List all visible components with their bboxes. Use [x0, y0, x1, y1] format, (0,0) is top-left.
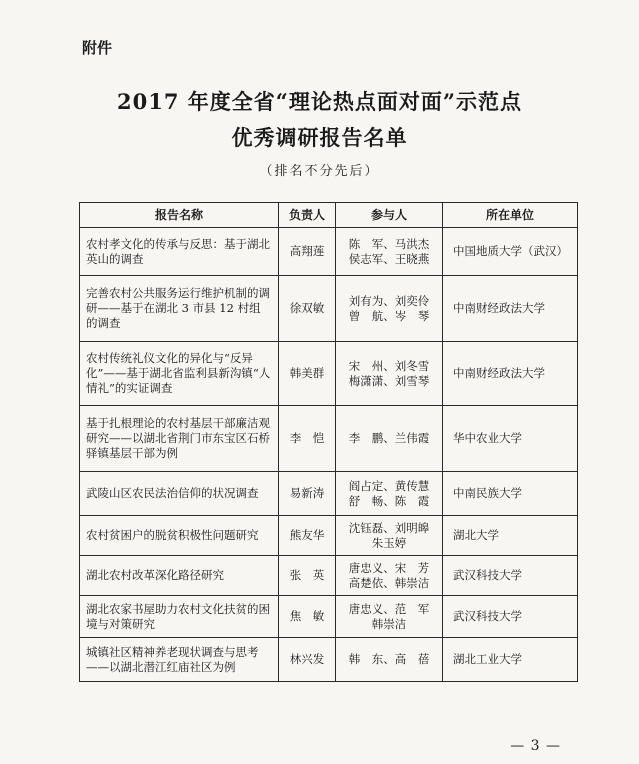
report-unit: 中国地质大学（武汉） — [443, 228, 578, 276]
report-title: 湖北农家书屋助力农村文化扶贫的困境与对策研究 — [80, 596, 279, 638]
table-row — [80, 472, 578, 516]
report-participants: 沈钰磊、刘明皞 朱玉婷 — [336, 516, 443, 556]
report-participants: 韩 东、高 蓓 — [336, 638, 443, 682]
report-participants: 唐忠义、宋 芳 高楚依、韩崇洁 — [336, 556, 443, 596]
header-report-title: 报告名称 — [80, 203, 279, 228]
report-lead: 李 恺 — [279, 406, 336, 472]
table-row — [80, 516, 578, 556]
report-unit: 湖北工业大学 — [443, 638, 578, 682]
table-row — [80, 638, 578, 682]
table-row — [80, 342, 578, 406]
table-row — [80, 596, 578, 638]
report-title: 农村孝文化的传承与反思：基于湖北英山的调查 — [80, 228, 279, 276]
table-row — [80, 406, 578, 472]
page-number: — 3 — — [510, 738, 561, 754]
document-title: 2017 年度全省“理论热点面对面”示范点 — [117, 89, 522, 114]
report-lead: 张 英 — [279, 556, 336, 596]
header-participants: 参与人 — [336, 203, 443, 228]
document-title-line2: 优秀调研报告名单 — [231, 125, 408, 150]
table-row — [80, 556, 578, 596]
report-lead: 韩美群 — [279, 342, 336, 406]
report-lead: 焦 敏 — [279, 596, 336, 638]
report-lead: 易新涛 — [279, 472, 336, 516]
report-unit: 武汉科技大学 — [443, 556, 578, 596]
report-participants: 李 鹏、兰伟霞 — [336, 406, 443, 472]
report-lead: 徐双敏 — [279, 276, 336, 342]
report-title: 农村传统礼仪文化的异化与“反异化”——基于湖北省监利县新沟镇“人情礼”的实证调查 — [80, 342, 279, 406]
report-unit: 湖北大学 — [443, 516, 578, 556]
report-title: 基于扎根理论的农村基层干部廉洁观研究——以湖北省荆门市东宝区石桥驿镇基层干部为例 — [80, 406, 279, 472]
report-title: 城镇社区精神养老现状调查与思考——以湖北潜江红庙社区为例 — [80, 638, 279, 682]
report-title: 完善农村公共服务运行维护机制的调研——基于在湖北 3 市县 12 村组的调查 — [80, 276, 279, 342]
report-unit: 中南民族大学 — [443, 472, 578, 516]
report-title: 农村贫困户的脱贫积极性问题研究 — [80, 516, 279, 556]
report-lead: 熊友华 — [279, 516, 336, 556]
report-unit: 中南财经政法大学 — [443, 276, 578, 342]
report-unit: 华中农业大学 — [443, 406, 578, 472]
report-list-table — [79, 202, 578, 682]
attachment-label: 附件 — [82, 39, 113, 57]
report-participants: 刘有为、刘奕伶 曾 航、岑 琴 — [336, 276, 443, 342]
report-participants: 阎占定、黄传慧 舒 畅、陈 霞 — [336, 472, 443, 516]
report-lead: 林兴发 — [279, 638, 336, 682]
header-unit: 所在单位 — [443, 203, 578, 228]
table-header-row — [80, 203, 578, 228]
header-lead: 负责人 — [279, 203, 336, 228]
report-unit: 武汉科技大学 — [443, 596, 578, 638]
table-row — [80, 276, 578, 342]
table-row — [80, 228, 578, 276]
report-lead: 高翔莲 — [279, 228, 336, 276]
report-title: 湖北农村改革深化路径研究 — [80, 556, 279, 596]
report-participants: 宋 州、刘冬雪 梅潇潇、刘雪琴 — [336, 342, 443, 406]
report-title: 武陵山区农民法治信仰的状况调查 — [80, 472, 279, 516]
report-participants: 陈 军、马洪杰 侯志军、王晓燕 — [336, 228, 443, 276]
report-unit: 中南财经政法大学 — [443, 342, 578, 406]
report-participants: 唐忠义、范 军 韩崇洁 — [336, 596, 443, 638]
document-subtitle: （排名不分先后） — [259, 164, 380, 179]
